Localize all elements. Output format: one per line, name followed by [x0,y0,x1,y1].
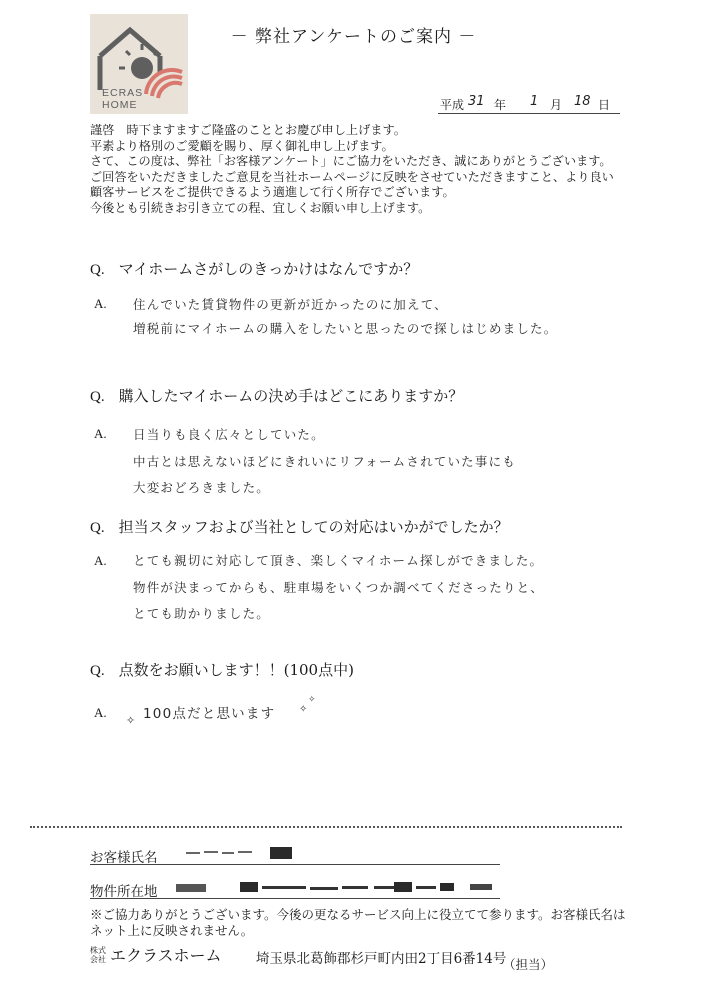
logo-text-line1: ECRAS [102,87,144,99]
answer-label: A. [94,426,107,441]
question-text: 担当スタッフおよび当社としての対応はいかがでしたか？ [118,518,509,536]
date-year-unit: 年 [494,98,507,112]
section-divider [30,826,622,828]
answer-3-line: 物件が決まってからも、駐車場をいくつか調べてくださったりと、 [133,580,545,595]
customer-name-line [90,864,500,865]
date-line [438,93,620,114]
question-text: マイホームさがしのきっかけはなんですか？ [118,260,419,278]
question-2 [90,385,463,406]
intro-line: さて、この度は、弊社「お客様アンケート」にご協力をいただき、誠にありがとうございます。 [90,154,612,169]
intro-line: ご回答をいただきましたご意見を当社ホームページに反映をさせていただきますこと、より良い [90,169,614,184]
answer-3-line: とても親切に対応して頂き、楽しくマイホーム探しができました。 [133,553,544,568]
company-address: 埼玉県北葛飾郡杉戸町内田2丁目6番14号 [256,951,507,967]
date-month-unit: 月 [550,98,563,112]
answer-label: A. [94,553,107,568]
footnote-line: ※ご協力ありがとうございます。今後の更なるサービス向上に役立てて参ります。お客様氏名は [90,907,626,922]
property-address-label: 物件所在地 [90,884,158,900]
footnote-line: ネット上に反映されません。 [90,923,254,938]
footnote [90,907,690,939]
sparkle-icon: ✧ [126,714,136,727]
page-title: － 弊社アンケートのご案内 － [230,27,477,47]
company-type-prefix [90,946,106,964]
answer-2-line: 中古とは思えないほどにきれいにリフォームされていた事にも [133,454,516,469]
company-prefix-line: 株式 [90,946,106,955]
question-text: 点数をお願いします！！(100点中) [118,661,354,679]
customer-name-label: お客様氏名 [90,850,158,866]
date-day: 18 [574,94,591,109]
question-text: 購入したマイホームの決め手はどこにありますか？ [118,387,464,405]
question-label: Q. [90,520,105,536]
intro-line: 謹啓 時下ますますご隆盛のこととお慶び申し上げます。 [90,123,406,137]
answer-1-line: 住んでいた賃貸物件の更新が近かったのに加えて、 [133,297,448,312]
answer-2-line: 大変おどろきました。 [133,480,271,495]
question-1 [90,258,418,279]
intro-line: 顧客サービスをご提供できるよう適進して行く所存でございます。 [90,185,455,200]
intro-line: 今後とも引続きお引き立ての程、宜しくお願い申し上げます。 [90,200,431,215]
intro-letter [90,123,670,217]
date-era: 平成 [440,98,465,112]
question-4 [90,659,354,680]
answer-2-line: 日当りも良く広々としていた。 [133,427,325,442]
answer-label: A. [94,705,107,720]
sparkle-icon: ✧ [308,695,316,705]
answer-4-line: 100点だと思います [143,706,276,722]
answer-3-line: とても助かりました。 [133,606,271,621]
date-day-unit: 日 [598,98,611,112]
property-address-line [90,898,500,899]
question-label: Q. [90,262,105,278]
answer-label: A. [94,296,107,311]
question-label: Q. [90,389,105,405]
logo-text-line2: HOME [102,99,138,111]
sparkle-icon: ✧ [299,704,308,715]
question-3 [90,516,509,537]
company-prefix-line: 会社 [90,955,106,964]
question-label: Q. [90,663,105,679]
date-month: 1 [530,94,539,109]
date-year: 31 [468,94,485,109]
answer-1-line: 増税前にマイホームの購入をしたいと思ったので探しはじめました。 [133,321,558,336]
company-name: エクラスホーム [110,946,222,965]
staff-label: （担当） [503,957,554,972]
intro-line: 平素より格別のご愛顧を賜り、厚く御礼申し上げます。 [90,138,394,153]
